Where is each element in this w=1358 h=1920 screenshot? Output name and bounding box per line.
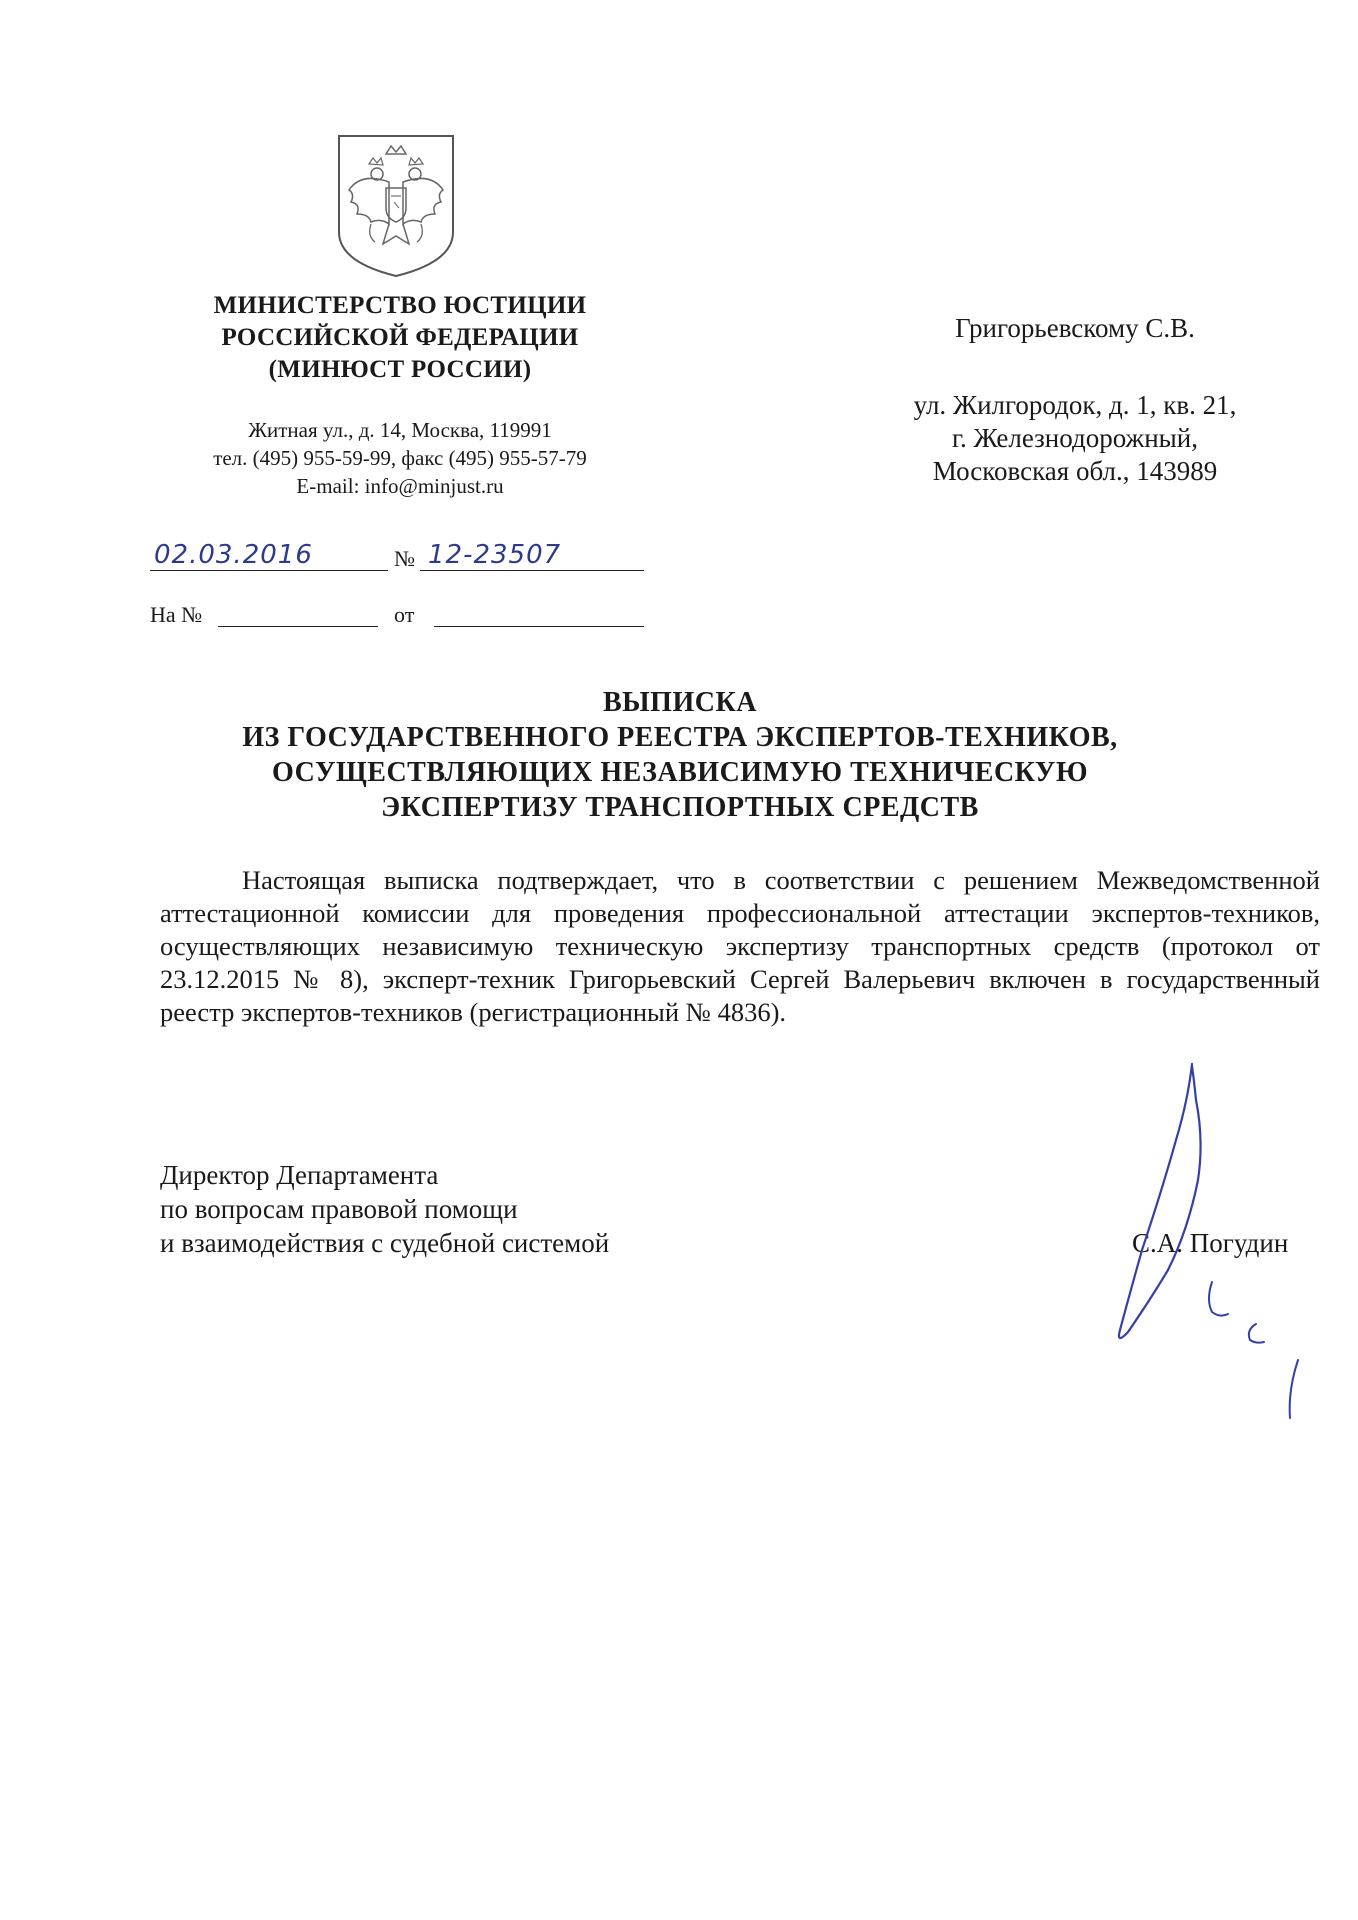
title-line3: ОСУЩЕСТВЛЯЮЩИХ НЕЗАВИСИМУЮ ТЕХНИЧЕСКУЮ (272, 757, 1088, 788)
signatory-position-line2: по вопросам правовой помощи (160, 1194, 518, 1224)
signatory-position (160, 1158, 609, 1260)
ministry-name-line2: РОССИЙСКОЙ ФЕДЕРАЦИИ (221, 324, 579, 351)
ministry-name-line1: МИНИСТЕРСТВО ЮСТИЦИИ (213, 292, 587, 319)
number-underline (420, 570, 644, 571)
title-line2: ИЗ ГОСУДАРСТВЕННОГО РЕЕСТРА ЭКСПЕРТОВ-ТЕХНИКОВ, (242, 722, 1118, 753)
russian-coat-of-arms-icon (331, 132, 461, 280)
handwritten-date: 02.03.2016 (154, 540, 313, 570)
date-underline (150, 570, 388, 571)
outgoing-registration (150, 540, 650, 576)
recipient-name: Григорьевскому С.В. (955, 313, 1195, 343)
recipient-address-line2: г. Железнодорожный, (952, 423, 1198, 453)
handwritten-number: 12-23507 (428, 540, 562, 570)
ministry-name-line3: (МИНЮСТ РОССИИ) (268, 356, 532, 383)
signatory-position-line3: и взаимодействия с судебной системой (160, 1228, 610, 1258)
recipient-block (855, 312, 1295, 488)
ref-number-label: На № (150, 602, 203, 627)
body-paragraph: Настоящая выписка подтверждает, что в соответствии с решением Межведомственной аттестационной комиссии для проведения профессиональной аттестации экспертов-техников, осуществляющих независимую техническую экспертизу транспортных средств (протокол от 23.12.2015 № 8), эксперт-техник Григорьевский Сергей Валерьевич включен в государственный реестр экспертов-техников (регистрационный № 4836). (160, 865, 1320, 1027)
number-label: № (394, 546, 415, 571)
incoming-reference (150, 602, 650, 632)
ministry-email: E-mail: info@minjust.ru (296, 474, 504, 498)
ref-date-underline (434, 626, 644, 627)
ref-number-underline (218, 626, 378, 627)
recipient-address-line1: ул. Жилгородок, д. 1, кв. 21, (913, 390, 1237, 420)
recipient-address-line3: Московская обл., 143989 (932, 456, 1218, 486)
document-title (150, 685, 1210, 825)
ref-from-label: от (394, 602, 415, 627)
handwritten-signature (1080, 1060, 1310, 1420)
ministry-header (130, 290, 670, 386)
title-line1: ВЫПИСКА (603, 687, 757, 718)
ministry-phone-fax: тел. (495) 955-59-99, факс (495) 955-57-79 (213, 446, 587, 470)
ministry-contacts (130, 416, 670, 500)
signatory-name: С.А. Погудин (1132, 1228, 1289, 1258)
ministry-address: Житная ул., д. 14, Москва, 119991 (248, 418, 552, 442)
signatory-position-line1: Директор Департамента (160, 1160, 439, 1190)
title-line4: ЭКСПЕРТИЗУ ТРАНСПОРТНЫХ СРЕДСТВ (381, 792, 979, 823)
